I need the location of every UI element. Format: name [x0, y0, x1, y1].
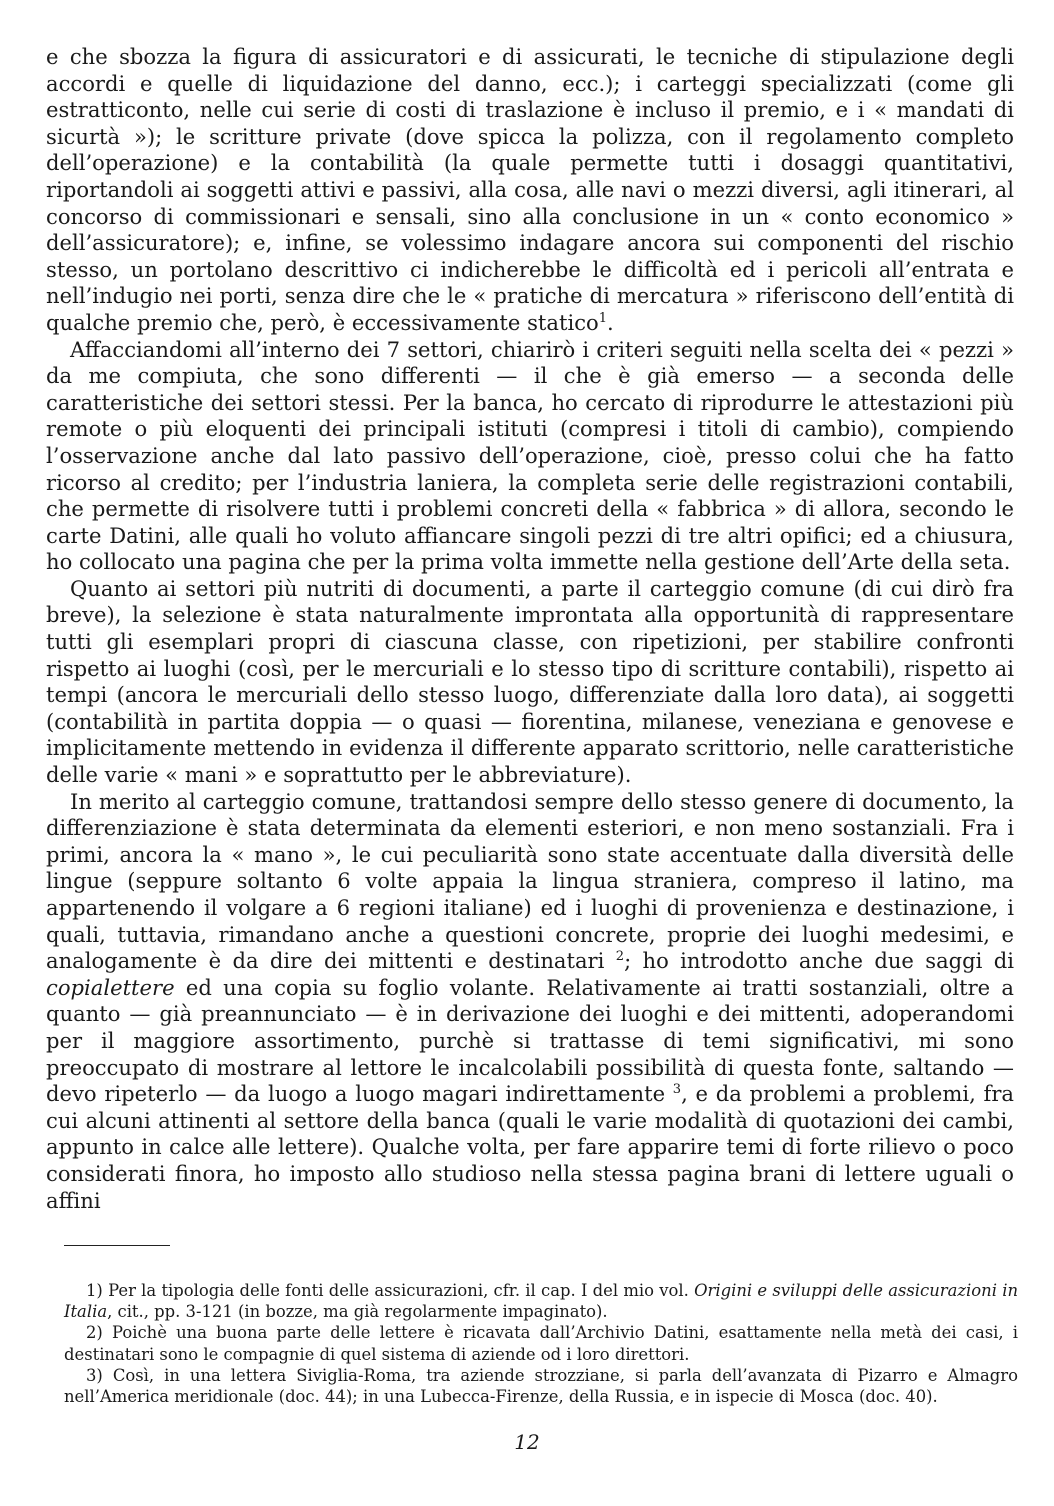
footnotes: [64, 1280, 1018, 1407]
footnote-1: 1) Per la tipologia delle fonti delle assicurazioni, cfr. il cap. I del mio vol. Origini e sviluppi delle assicurazioni in Italia, cit., pp. 3-121 (in bozze, ma già regolarmente impaginato).: [64, 1281, 1018, 1322]
footnote-2: 2) Poichè una buona parte delle lettere è ricavata dall’Archivio Datini, esattamente nella metà dei casi, i destinatari sono le compagnie di quel sistema di aziende od i loro direttori.: [64, 1323, 1018, 1364]
paragraph-4: In merito al carteggio comune, trattandosi sempre dello stesso genere di documento, la differenziazione è stata determinata da elementi esteriori, e non meno sostanziali. Fra i primi, ancora la « mano », le cui peculiarità sono state accentuate dalla diversità delle lingue (seppure soltanto 6 volte appaia la lingua straniera, compreso il latino, ma appartenendo il volgare a 6 regioni italiane) ed i luoghi di provenienza e destinazione, i quali, tuttavia, rimandano anche a questioni concrete, proprie dei luoghi medesimi, e analogamente è da dire dei mittenti e destinatari $^2$; ho introdotto anche due saggi di copialettere ed una copia su foglio volante. Relativamente ai tratti sostanziali, oltre a quanto — già preannunciato — è in derivazione dei luoghi e dei mittenti, adoperandomi per il maggiore assortimento, purchè si trattasse di temi significativi, mi sono preoccupato di mostrare al lettore le incalcolabili possibilità di questa fonte, saltando — devo ripeterlo — da luogo a luogo magari indirettamente $^3$, e da problemi a problemi, fra cui alcuni attinenti al settore della banca (quali le varie modalità di quotazioni dei cambi, appunto in calce alle lettere). Qualche volta, per fare apparire temi di forte rilievo o poco considerati finora, ho imposto allo studioso nella stessa pagina brani di lettere uguali o affini: [46, 788, 1014, 1213]
footnote-ref-1: 1: [598, 310, 608, 326]
page-number: 12: [514, 1430, 540, 1454]
footnote-ref-3: 3: [672, 1082, 682, 1098]
italic-term: copialettere: [46, 974, 175, 1000]
footnote-ref-2: 2: [615, 949, 625, 965]
main-text: [46, 44, 1014, 1214]
paragraph-3: Quanto ai settori più nutriti di documenti, a parte il carteggio comune (di cui dirò fra breve), la selezione è stata naturalmente improntata alla opportunità di rappresentare tutti gli esemplari propri di ciascuna classe, con ripetizioni, per stabilire confronti rispetto ai luoghi (così, per le mercuriali e lo stesso tipo di scritture contabili), rispetto ai tempi (ancora le mercuriali dello stesso luogo, differenziate dalla loro data), ai soggetti (contabilità in partita doppia — o quasi — fiorentina, milanese, veneziana e genovese e implicitamente mettendo in evidenza il differente apparato scrittorio, nelle caratteristiche delle varie « mani » e soprattutto per le abbreviature).: [46, 575, 1014, 788]
footnote-separator: [64, 1245, 170, 1246]
paragraph-1: e che sbozza la figura di assicuratori e di assicurati, le tecniche di stipulazione degli accordi e quelle di liquidazione del danno, ecc.); i carteggi specializzati (come gli estratticonto, nelle cui serie di costi di traslazione è incluso il premio, e i « mandati di sicurtà »); le scritture private (dove spicca la polizza, con il regolamento completo dell’operazione) e la contabilità (la quale permette tutti i dosaggi quantitativi, riportandoli ai soggetti attivi e passivi, alla cosa, alle navi o mezzi diversi, agli itinerari, al concorso di commissionari e sensali, sino alla conclusione in un « conto economico » dell’assicuratore); e, infine, se volessimo indagare ancora sui componenti del rischio stesso, un portolano descrittivo ci indicherebbe le difficoltà ed i pericoli all’entrata e nell’indugio nei porti, senza dire che le « pratiche di mercatura » riferiscono dell’entità di qualche premio che, però, è eccessivamente statico$^1$.: [46, 44, 1014, 335]
footnote-3: 3) Così, in una lettera Siviglia-Roma, tra aziende strozziane, si parla dell’avanzata di Pizarro e Almagro nell’America meridionale (doc. 44); in una Lubecca-Firenze, della Russia, e in ispecie di Mosca (doc. 40).: [64, 1365, 1019, 1407]
paragraph-2: Affacciandomi all’interno dei 7 settori, chiarirò i criteri seguiti nella scelta dei « pezzi » da me compiuta, che sono differenti — il che è già emerso — a seconda delle caratteristiche dei settori stessi. Per la banca, ho cercato di riprodurre le attestazioni più remote o più eloquenti dei principali istituti (compresi i titoli di cambio), compiendo l’osservazione anche dal lato passivo dell’operazione, cioè, presso colui che ha fatto ricorso al credito; per l’industria laniera, la completa serie delle registrazioni contabili, che permette di risolvere tutti i problemi concreti della « fabbrica » di allora, secondo le carte Datini, alle quali ho voluto affiancare singoli pezzi di tre altri opifici; ed a chiusura, ho collocato una pagina che per la prima volta immette nella gestione dell’Arte della seta.: [46, 336, 1014, 575]
